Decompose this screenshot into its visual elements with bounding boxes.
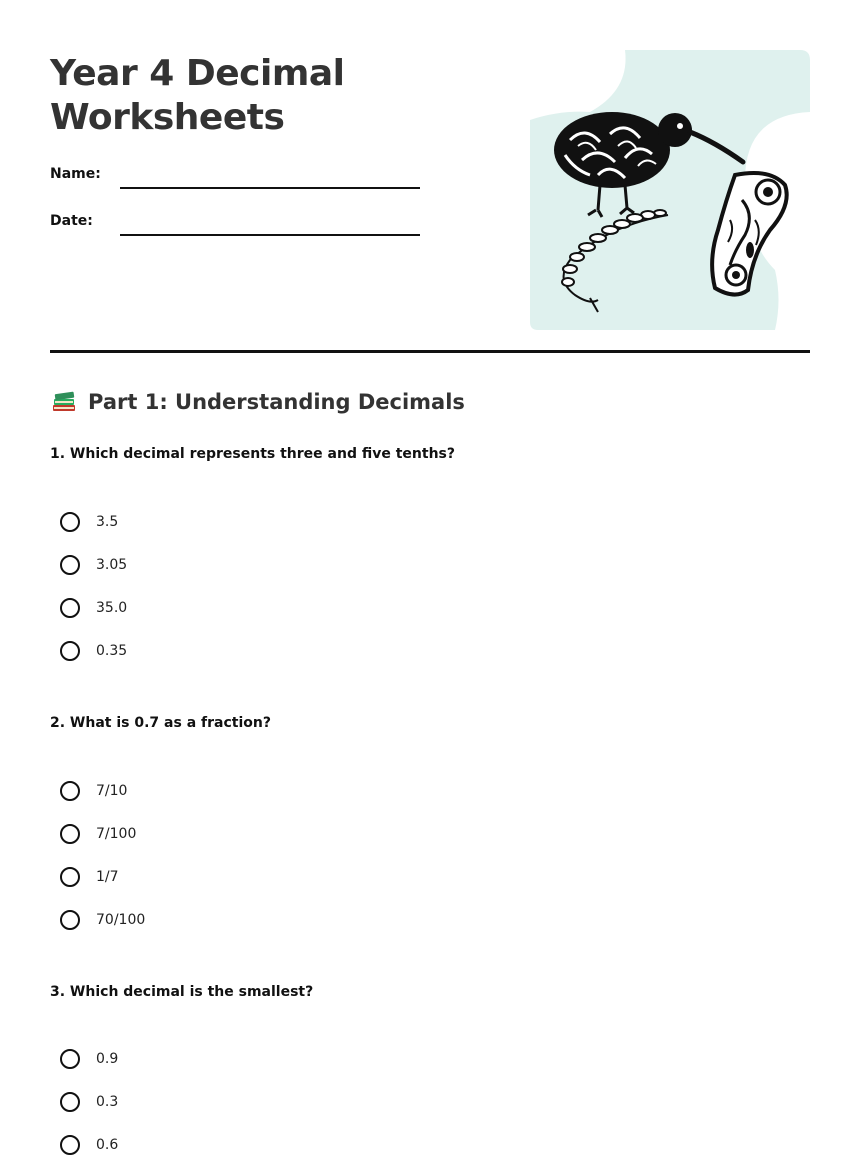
option-label: 70/100 [96, 912, 146, 928]
option-q3-c[interactable] [60, 1132, 118, 1158]
option-q2-d[interactable] [60, 907, 145, 933]
option-q2-b[interactable] [60, 821, 136, 847]
radio-button[interactable] [60, 1135, 80, 1155]
radio-button[interactable] [60, 555, 80, 575]
option-q3-b[interactable] [60, 1089, 118, 1115]
radio-button[interactable] [60, 781, 80, 801]
radio-button[interactable] [60, 910, 80, 930]
option-label: 0.35 [96, 643, 128, 659]
option-q1-d[interactable] [60, 638, 127, 664]
radio-button[interactable] [60, 512, 80, 532]
option-label: 35.0 [96, 600, 128, 616]
option-q1-c[interactable] [60, 595, 127, 621]
radio-button[interactable] [60, 598, 80, 618]
option-label: 3.5 [96, 514, 119, 530]
option-label: 0.6 [96, 1137, 119, 1153]
kiwi-fern-illustration [530, 50, 810, 330]
option-q1-b[interactable] [60, 552, 127, 578]
radio-button[interactable] [60, 1092, 80, 1112]
option-label: 0.9 [96, 1051, 119, 1067]
radio-button[interactable] [60, 1049, 80, 1069]
option-label: 7/10 [96, 783, 128, 799]
option-label: 3.05 [96, 557, 128, 573]
page-title-line-2: Worksheets [50, 97, 285, 138]
option-q1-a[interactable] [60, 509, 118, 535]
date-field-line[interactable] [120, 234, 420, 236]
option-q2-c[interactable] [60, 864, 119, 890]
name-field-line[interactable] [120, 187, 420, 189]
page-title [50, 52, 344, 140]
section-title: Part 1: Understanding Decimals [88, 390, 465, 414]
option-q3-a[interactable] [60, 1046, 118, 1072]
option-label: 7/100 [96, 826, 137, 842]
page-title-line-1: Year 4 Decimal [50, 53, 345, 94]
hero-illustration [530, 50, 810, 330]
option-label: 0.3 [96, 1094, 119, 1110]
date-label: Date: [50, 213, 93, 229]
header-divider [50, 350, 810, 353]
option-q2-a[interactable] [60, 778, 127, 804]
radio-button[interactable] [60, 641, 80, 661]
books-icon [50, 388, 78, 416]
name-label: Name: [50, 166, 101, 182]
option-label: 1/7 [96, 869, 119, 885]
section-heading [50, 388, 465, 416]
radio-button[interactable] [60, 867, 80, 887]
radio-button[interactable] [60, 824, 80, 844]
question-1: 1. Which decimal represents three and five tenths? [50, 446, 455, 462]
question-3: 3. Which decimal is the smallest? [50, 984, 314, 1000]
question-2: 2. What is 0.7 as a fraction? [50, 715, 271, 731]
